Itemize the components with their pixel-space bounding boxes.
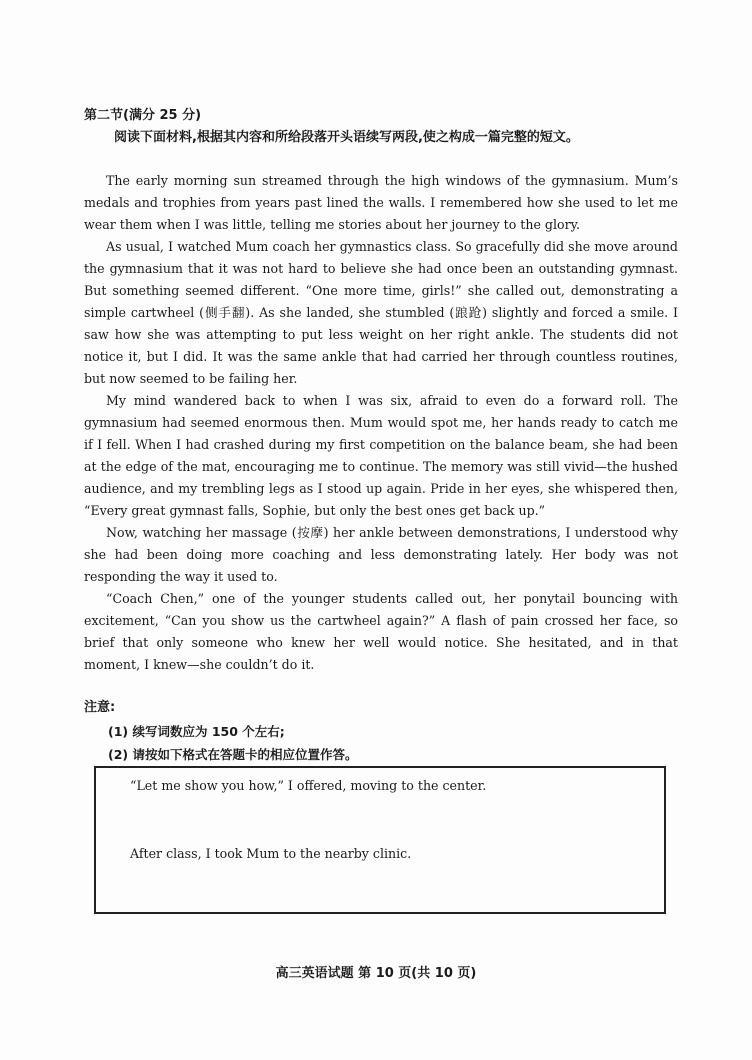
- passage-paragraph: Now, watching her massage (按摩) her ankle between demonstrations, I understood why she had been doing more coaching and less demonstrating lately. Her body was not responding the way it used to.: [84, 525, 678, 584]
- notice-list: [108, 720, 357, 766]
- reading-passage: [84, 170, 678, 676]
- paragraph-opener-2: After class, I took Mum to the nearby clinic.: [130, 846, 412, 861]
- page-footer: 高三英语试题 第 10 页(共 10 页): [275, 966, 477, 981]
- paragraph-opener-1: “Let me show you how,” I offered, moving to the center.: [130, 778, 487, 793]
- section-instruction: 阅读下面材料,根据其内容和所给段落开头语续写两段,使之构成一篇完整的短文。: [114, 130, 579, 145]
- passage-paragraph: The early morning sun streamed through the high windows of the gymnasium. Mum’s medals and trophies from years past lined the walls. I remembered how she used to let me wear them when I was little, telling me stories about her journey to the glory.: [84, 173, 678, 232]
- passage-paragraph: As usual, I watched Mum coach her gymnastics class. So gracefully did she move around the gymnasium that it was not hard to believe she had once been an outstanding gymnast. But something seemed different. “One more time, girls!” she called out, demonstrating a simple cartwheel (侧手翻). As she landed, she stumbled (踉跄) slightly and forced a smile. I saw how she was attempting to put less weight on her right ankle. The students did not notice it, but I did. It was the same ankle that had carried her through countless routines, but now seemed to be failing her.: [84, 239, 678, 386]
- notice-item: (1) 续写词数应为 150 个左右;: [108, 724, 285, 739]
- passage-paragraph: My mind wandered back to when I was six, afraid to even do a forward roll. The gymnasium had seemed enormous then. Mum would spot me, her hands ready to catch me if I fell. When I had crashed during my first competition on the balance beam, she had been at the edge of the mat, encouraging me to continue. The memory was still vivid—the hushed audience, and my trembling legs as I stood up again. Pride in her eyes, she whispered then, “Every great gymnast falls, Sophie, but only the best ones get back up.”: [84, 393, 678, 518]
- notice-title: 注意:: [84, 700, 116, 715]
- passage-paragraph: “Coach Chen,” one of the younger students called out, her ponytail bouncing with excitement, “Can you show us the cartwheel again?” A flash of pain crossed her face, so brief that only someone who knew her well would notice. She hesitated, and in that moment, I knew—she couldn’t do it.: [84, 591, 678, 672]
- answer-box: [94, 766, 666, 914]
- section-title: 第二节(满分 25 分): [84, 108, 202, 123]
- notice-item: (2) 请按如下格式在答题卡的相应位置作答。: [108, 747, 358, 762]
